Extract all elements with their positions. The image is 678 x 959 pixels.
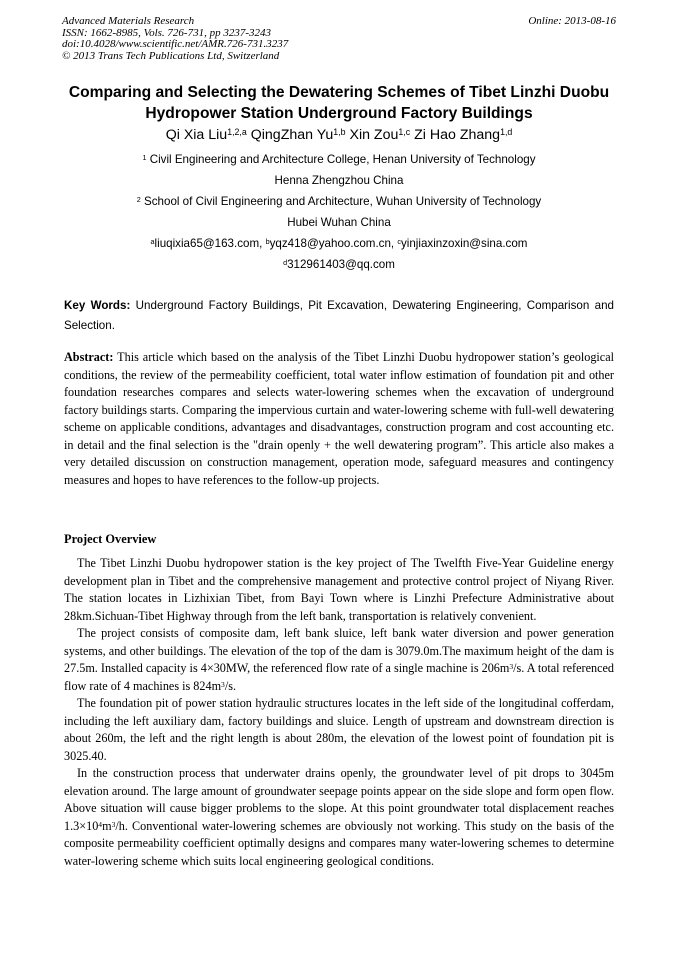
affiliation-line: Henna Zhengzhou China: [274, 174, 404, 187]
affiliation-2: [40, 194, 638, 230]
email-list: [40, 236, 638, 272]
email-address[interactable]: liuqixia65@163.com,: [154, 237, 263, 250]
author-name: QingZhan Yu: [250, 127, 334, 143]
author-sup: 1,b: [333, 127, 346, 137]
affiliation-line: Civil Engineering and Architecture College, Henan University of Technology: [149, 153, 536, 166]
title-line-2: Hydropower Station Underground Factory Buildings: [145, 105, 533, 122]
author-name: Zi Hao Zhang: [414, 127, 501, 143]
author-list: [40, 125, 638, 145]
keywords: [64, 296, 614, 336]
section-body: [64, 555, 614, 870]
author-sup: 1,c: [398, 127, 411, 137]
abstract: [64, 349, 614, 489]
abstract-text: This article which based on the analysis of the Tibet Linzhi Duobu hydropower station’s geological conditions, the review of the permeability coefficient, total water inflow estimation of foundation pit and other foundation researches compares and selects water-lowering schemes when the excavation of underground factory buildings starts. Comparing the impervious curtain and water-lowering scheme with full-well dewatering scheme on applicable conditions, advantages and disadvantages, construction program and cost accounting etc. in detail and the final selection is the "drain openly + the well dewatering program”. This article also makes a very detailed discussion on construction management, operation mode, safeguard measures and contingency measures and hopes to have references to the follow-up projects.: [64, 350, 614, 487]
affiliation-line: Hubei Wuhan China: [287, 216, 391, 229]
paragraph: The Tibet Linzhi Duobu hydropower station is the key project of The Twelfth Five-Year Guideline energy development plan in Tibet and the comprehensive management and protective control project of Niyang River. The station locates in Lizhixian Tibet, from Bayi Town where is Linzhi Prefecture Administrative about 28km.Sichuan-Tibet Highway through from the left bank, transportation is relatively convenient.: [64, 556, 614, 623]
email-sup: b: [265, 237, 270, 246]
superscript: 3: [111, 819, 116, 829]
section-heading: Project Overview: [64, 532, 157, 546]
text-run: /s. A total referenced flow rate of 4 machines is 824m: [64, 661, 614, 693]
issn-line: ISSN: 1662-8985, Vols. 726-731, pp 3237-3243: [62, 26, 271, 39]
email-address[interactable]: yqz418@yahoo.com.cn,: [269, 237, 395, 250]
affiliation-sup: 2: [136, 195, 141, 204]
journal-name: Advanced Materials Research: [62, 15, 195, 27]
doi-line: doi:10.4028/www.scientific.net/AMR.726-731.3237: [62, 38, 289, 51]
affiliation-sup: 1: [142, 153, 147, 162]
affiliation-1: [40, 152, 638, 188]
text-run: In the construction process that underwater drains openly, the groundwater level of pit drops to 3045m elevation around. The large amount of groundwater seepage points appear on the side slope and form open flow. Above situation will cause bigger problems to the slope. At this point groundwater total displacement reaches 1.3×10: [64, 766, 614, 833]
author-name: Xin Zou: [349, 127, 399, 143]
paper-title: [50, 82, 628, 124]
email-address[interactable]: yinjiaxinzoxin@sina.com: [400, 237, 528, 250]
author-sup: 1,d: [500, 127, 513, 137]
title-line-1: Comparing and Selecting the Dewatering Schemes of Tibet Linzhi Duobu: [68, 84, 610, 101]
author-name: Qi Xia Liu: [165, 127, 228, 143]
superscript: 4: [98, 819, 103, 829]
copyright-line: © 2013 Trans Tech Publications Ltd, Switzerland: [62, 49, 280, 62]
email-address[interactable]: 312961403@qq.com: [287, 258, 395, 271]
email-sup: c: [397, 237, 401, 246]
keywords-label: Key Words:: [64, 299, 131, 312]
affiliation-line: School of Civil Engineering and Architecture, Wuhan University of Technology: [144, 195, 542, 208]
text-run: /h. Conventional water-lowering schemes are obviously not working. This study on the basis of the composite permeability coefficient optimally designs and compares many water-lowering schemes to determine water-lowering scheme which suits local engineering geological conditions.: [64, 818, 614, 868]
superscript: 3: [221, 679, 225, 689]
email-sup: d: [283, 258, 288, 267]
superscript: 3: [509, 662, 514, 671]
text-run: The project consists of composite dam, left bank sluice, left bank water diversion and power generation systems, and other buildings. The elevation of the top of the dam is 3079.0m.The maximum height of the dam is 27.5m. Installed capacity is 4×30MW, the referenced flow rate of a single machine is 206m: [64, 626, 614, 675]
text-run: m: [102, 818, 112, 833]
abstract-label: Abstract:: [64, 350, 114, 364]
paragraph: The foundation pit of power station hydraulic structures locates in the left side of the longitudinal cofferdam, including the left auxiliary dam, factory buildings and sluice. Length of upstream and downstream direction is about 260m, the left and the right length is about 280m, the elevation of the lowest point of foundation pit is 3025.40.: [64, 696, 614, 763]
paragraph: [64, 625, 614, 695]
author-sup: 1,2,a: [227, 127, 247, 137]
keywords-text: Underground Factory Buildings, Pit Excavation, Dewatering Engineering, Comparison and Selection.: [64, 299, 614, 332]
online-date: Online: 2013-08-16: [528, 15, 616, 27]
email-sup: a: [150, 237, 155, 246]
paragraph: [64, 765, 614, 870]
journal-header: [62, 16, 616, 62]
text-run: /s.: [224, 678, 237, 693]
